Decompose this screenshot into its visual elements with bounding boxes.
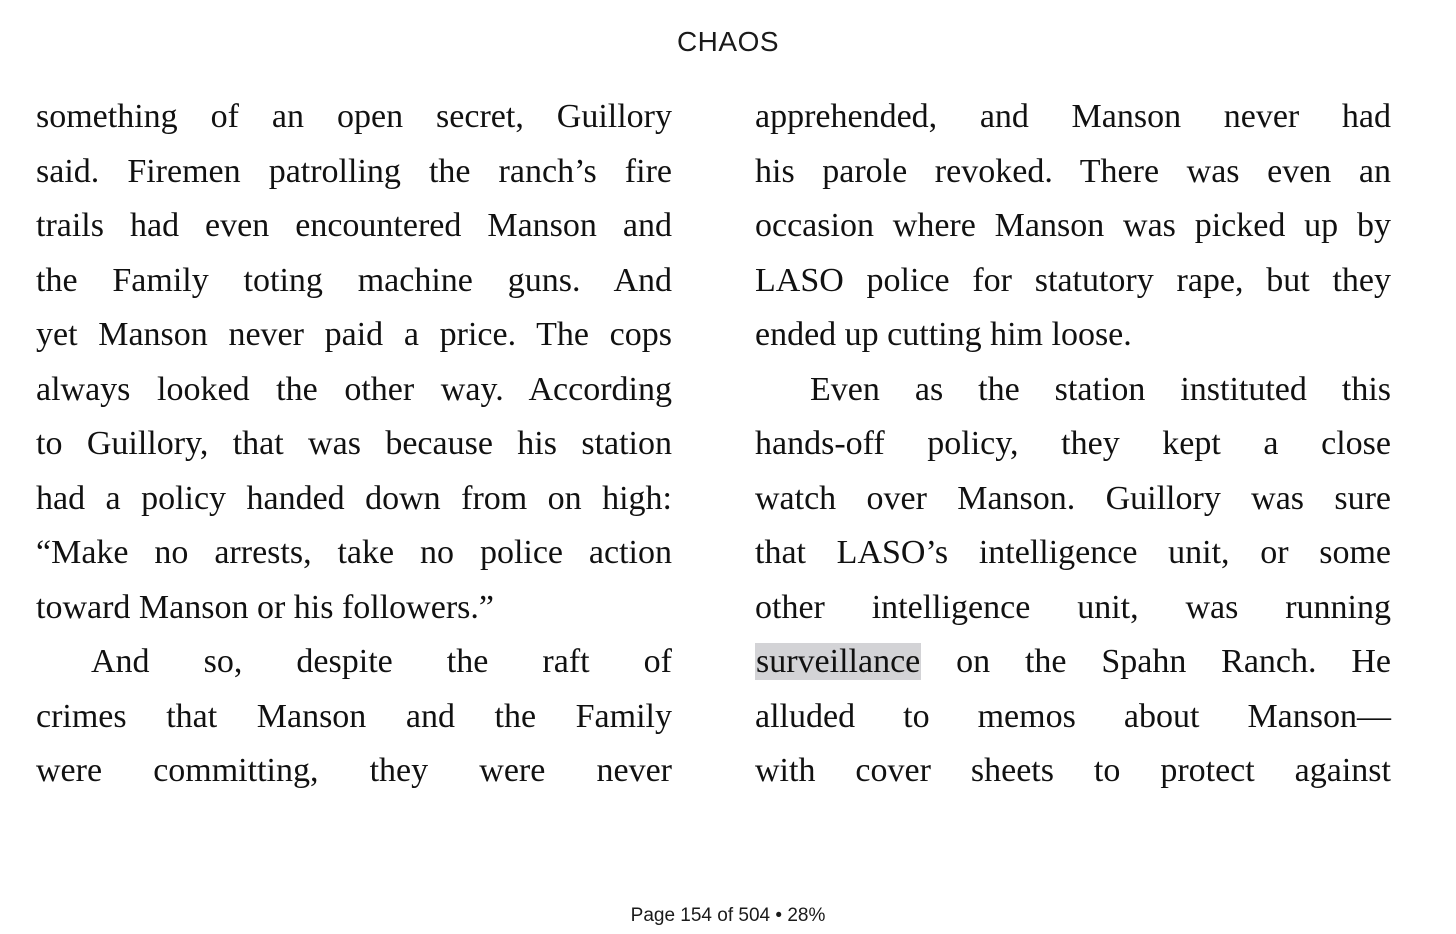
left-page-column[interactable] [36,90,672,799]
text-line: And so, despite the raft of [91,643,672,680]
text-line: toward Manson or his followers.” [36,588,494,626]
text-line: alluded to memos about Manson— [755,697,1391,735]
text-line-remainder: on the Spahn Ranch. He [956,643,1392,680]
text-line: occasion where Manson was picked up by [755,207,1391,244]
text-line: watch over Manson. Guillory was sure [755,479,1391,517]
text-line: Even as the station instituted this [810,370,1391,408]
book-title: CHAOS [676,26,780,57]
text-line: that LASO’s intelligence unit, or some [755,534,1391,571]
text-line-with-highlight [755,635,1391,690]
text-line: LASO police for statutory rape, but they [755,261,1391,299]
text-line: apprehended, and Manson never had [755,98,1391,135]
text-line: to Guillory, that was because his station [36,425,672,462]
reading-progress: 28% [787,905,826,926]
page-status [0,903,1456,929]
text-line: something of an open secret, Guillory [36,98,672,135]
text-line: hands-off policy, they kept a close [755,425,1391,462]
text-line: ended up cutting him loose. [755,316,1132,353]
text-line: yet Manson never paid a price. The cops [36,316,672,353]
right-page-column[interactable] [755,90,1391,799]
status-separator: • [775,905,783,926]
text-line: the Family toting machine guns. And [36,261,672,299]
text-line: always looked the other way. According [36,370,672,408]
page-number-label: Page 154 of 504 [630,905,771,926]
text-line: with cover sheets to protect against [755,752,1391,789]
text-line: had a policy handed down from on high: [36,479,672,517]
text-line: other intelligence unit, was running [755,588,1391,626]
text-line: were committing, they were never [36,752,672,789]
text-line: said. Firemen patrolling the ranch’s fire [36,152,672,190]
text-line: “Make no arrests, take no police action [36,534,672,571]
text-line: trails had even encountered Manson and [36,207,672,244]
text-line: his parole revoked. There was even an [755,152,1391,190]
highlighted-word[interactable]: surveillance [756,643,921,680]
text-line: crimes that Manson and the Family [36,697,672,735]
